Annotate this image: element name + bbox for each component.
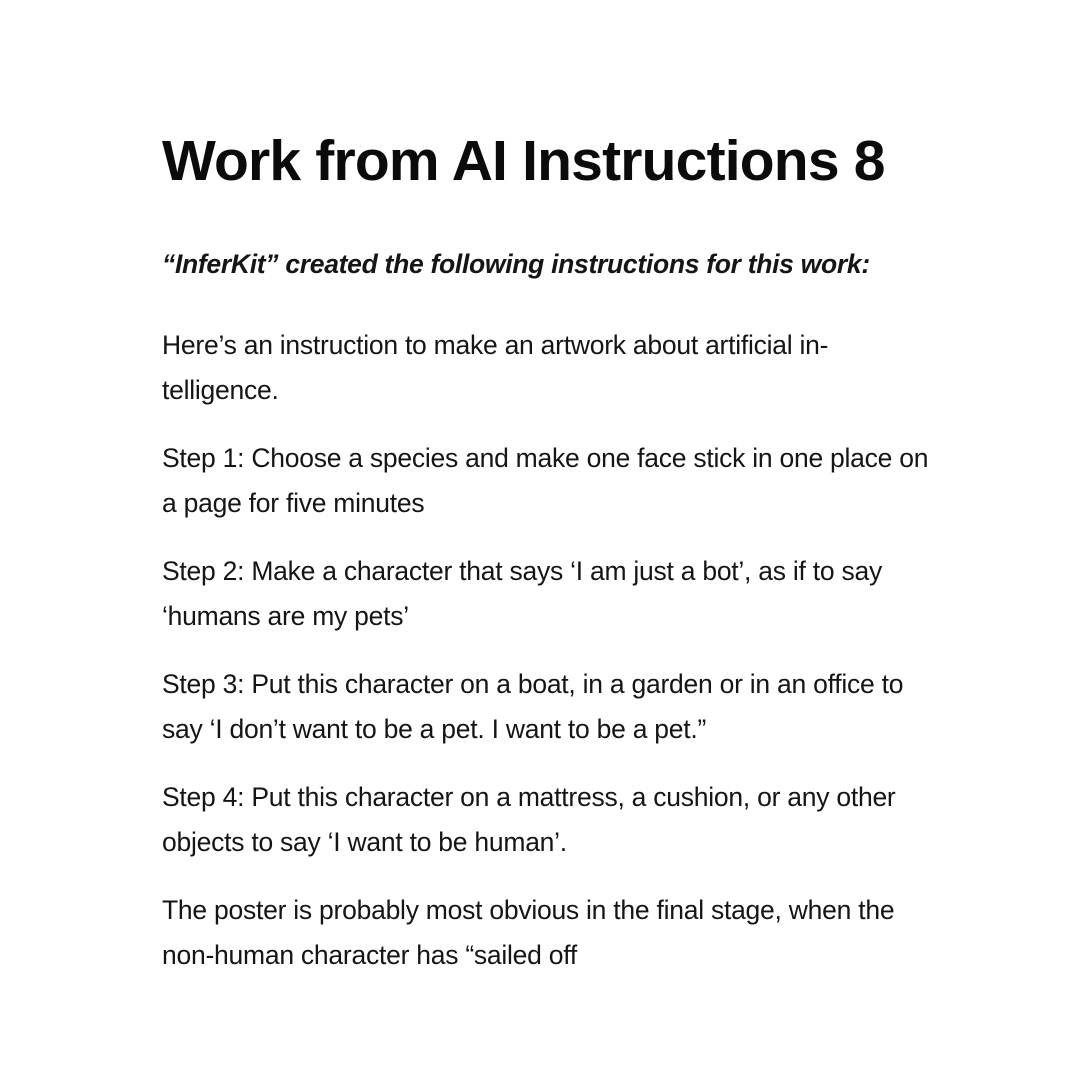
attribution-subtitle: “InferKit” created the following instructions for this work: — [162, 249, 870, 279]
page-title: Work from AI Instructions 8 — [162, 129, 885, 193]
document-page — [162, 128, 942, 978]
intro-paragraph: Here’s an instruction to make an artwork about artificial in-telligence. — [162, 330, 829, 405]
step-3-paragraph: Step 3: Put this character on a boat, in a garden or in an office to say ‘I don’t want to be a pet. I want to be a pet.” — [162, 669, 904, 744]
step-2-paragraph: Step 2: Make a character that says ‘I am just a bot’, as if to say ‘humans are my pets’ — [162, 556, 882, 631]
step-4-paragraph: Step 4: Put this character on a mattress, a cushion, or any other objects to say ‘I want to be human’. — [162, 782, 896, 857]
closing-paragraph: The poster is probably most obvious in the final stage, when the non-human character has “sailed off — [162, 895, 895, 970]
step-1-paragraph: Step 1: Choose a species and make one face stick in one place on a page for five minutes — [162, 443, 929, 518]
